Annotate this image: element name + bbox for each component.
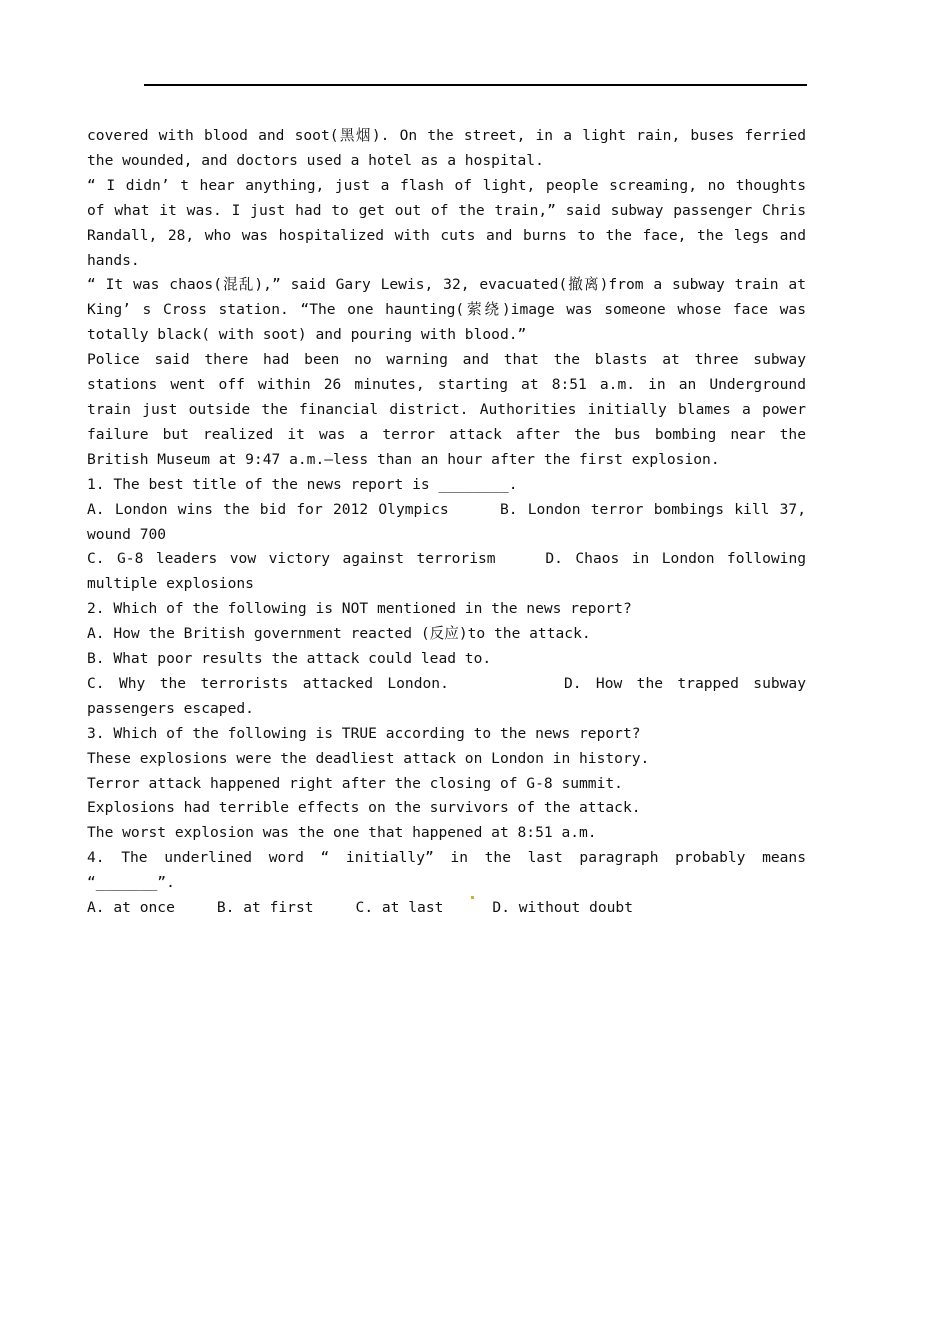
question-1-option-b: B. London terror bombings kill 37, wound 700 bbox=[87, 500, 806, 543]
question-1-stem: 1. The best title of the news report is ________. bbox=[87, 475, 518, 493]
question-4-stem: 4. The underlined word “ initially” in the last paragraph probably means “_______”. bbox=[87, 849, 806, 892]
question-1-options-ab bbox=[87, 498, 806, 548]
document-body bbox=[87, 124, 806, 921]
question-4-option-b: B. at first bbox=[216, 899, 314, 917]
question-3-option-1: These explosions were the deadliest attack on London in history. bbox=[87, 749, 650, 767]
question-3-option-4: The worst explosion was the one that happened at 8:51 a.m. bbox=[87, 824, 597, 842]
question-2-stem: 2. Which of the following is NOT mentioned in the news report? bbox=[87, 600, 632, 618]
article-paragraph-1: covered with blood and soot(黑烟). On the street, in a light rain, buses ferried the wounded, and doctors used a hotel as a hospital. bbox=[87, 127, 806, 169]
question-2-option-c: C. Why the terrorists attacked London. bbox=[87, 674, 449, 692]
header-rule bbox=[144, 84, 807, 86]
question-3-option-3: Explosions had terrible effects on the survivors of the attack. bbox=[87, 799, 641, 817]
question-1-options-cd bbox=[87, 547, 806, 597]
question-4-option-c: C. at last bbox=[355, 899, 444, 917]
article-paragraph-2: “ I didn’ t hear anything, just a flash of light, people screaming, no thoughts of what it was. I just had to get out of the train,” said subway passenger Chris Randall, 28, who was hospitalized with cuts and burns to the face, the legs and hands. bbox=[87, 176, 806, 269]
question-2-options-cd bbox=[87, 672, 806, 722]
article-paragraph-4: Police said there had been no warning and that the blasts at three subway stations went off within 26 minutes, starting at 8:51 a.m. in an Underground train just outside the financial district. Authorities initially blames a power failure but realized it was a terror attack after the bus bombing near the British Museum at 9:47 a.m.—less than an hour after the first explosion. bbox=[87, 351, 806, 468]
question-1-option-d: D. Chaos in London following multiple explosions bbox=[87, 550, 807, 593]
question-1-option-c: C. G-8 leaders vow victory against terrorism bbox=[87, 550, 496, 568]
question-3-option-2: Terror attack happened right after the closing of G-8 summit. bbox=[87, 774, 623, 792]
question-3-stem: 3. Which of the following is TRUE according to the news report? bbox=[87, 724, 641, 742]
stray-mark bbox=[471, 896, 474, 899]
question-2-option-d: D. How the trapped subway passengers escaped. bbox=[87, 674, 807, 717]
question-1-option-a: A. London wins the bid for 2012 Olympics bbox=[87, 500, 449, 518]
question-4-option-d: D. without doubt bbox=[492, 899, 633, 917]
article-paragraph-3: “ It was chaos(混乱),” said Gary Lewis, 32, evacuated(撤离)from a subway train at King’ s Cross station. “The one haunting(萦绕)image was someone whose face was totally black( with soot) and pouring with blood.” bbox=[87, 276, 806, 344]
question-2-option-b: B. What poor results the attack could lead to. bbox=[87, 650, 492, 668]
question-4-option-a: A. at once bbox=[87, 899, 175, 917]
question-2-option-a: A. How the British government reacted (反应)to the attack. bbox=[87, 625, 591, 643]
question-4-options bbox=[87, 896, 806, 921]
